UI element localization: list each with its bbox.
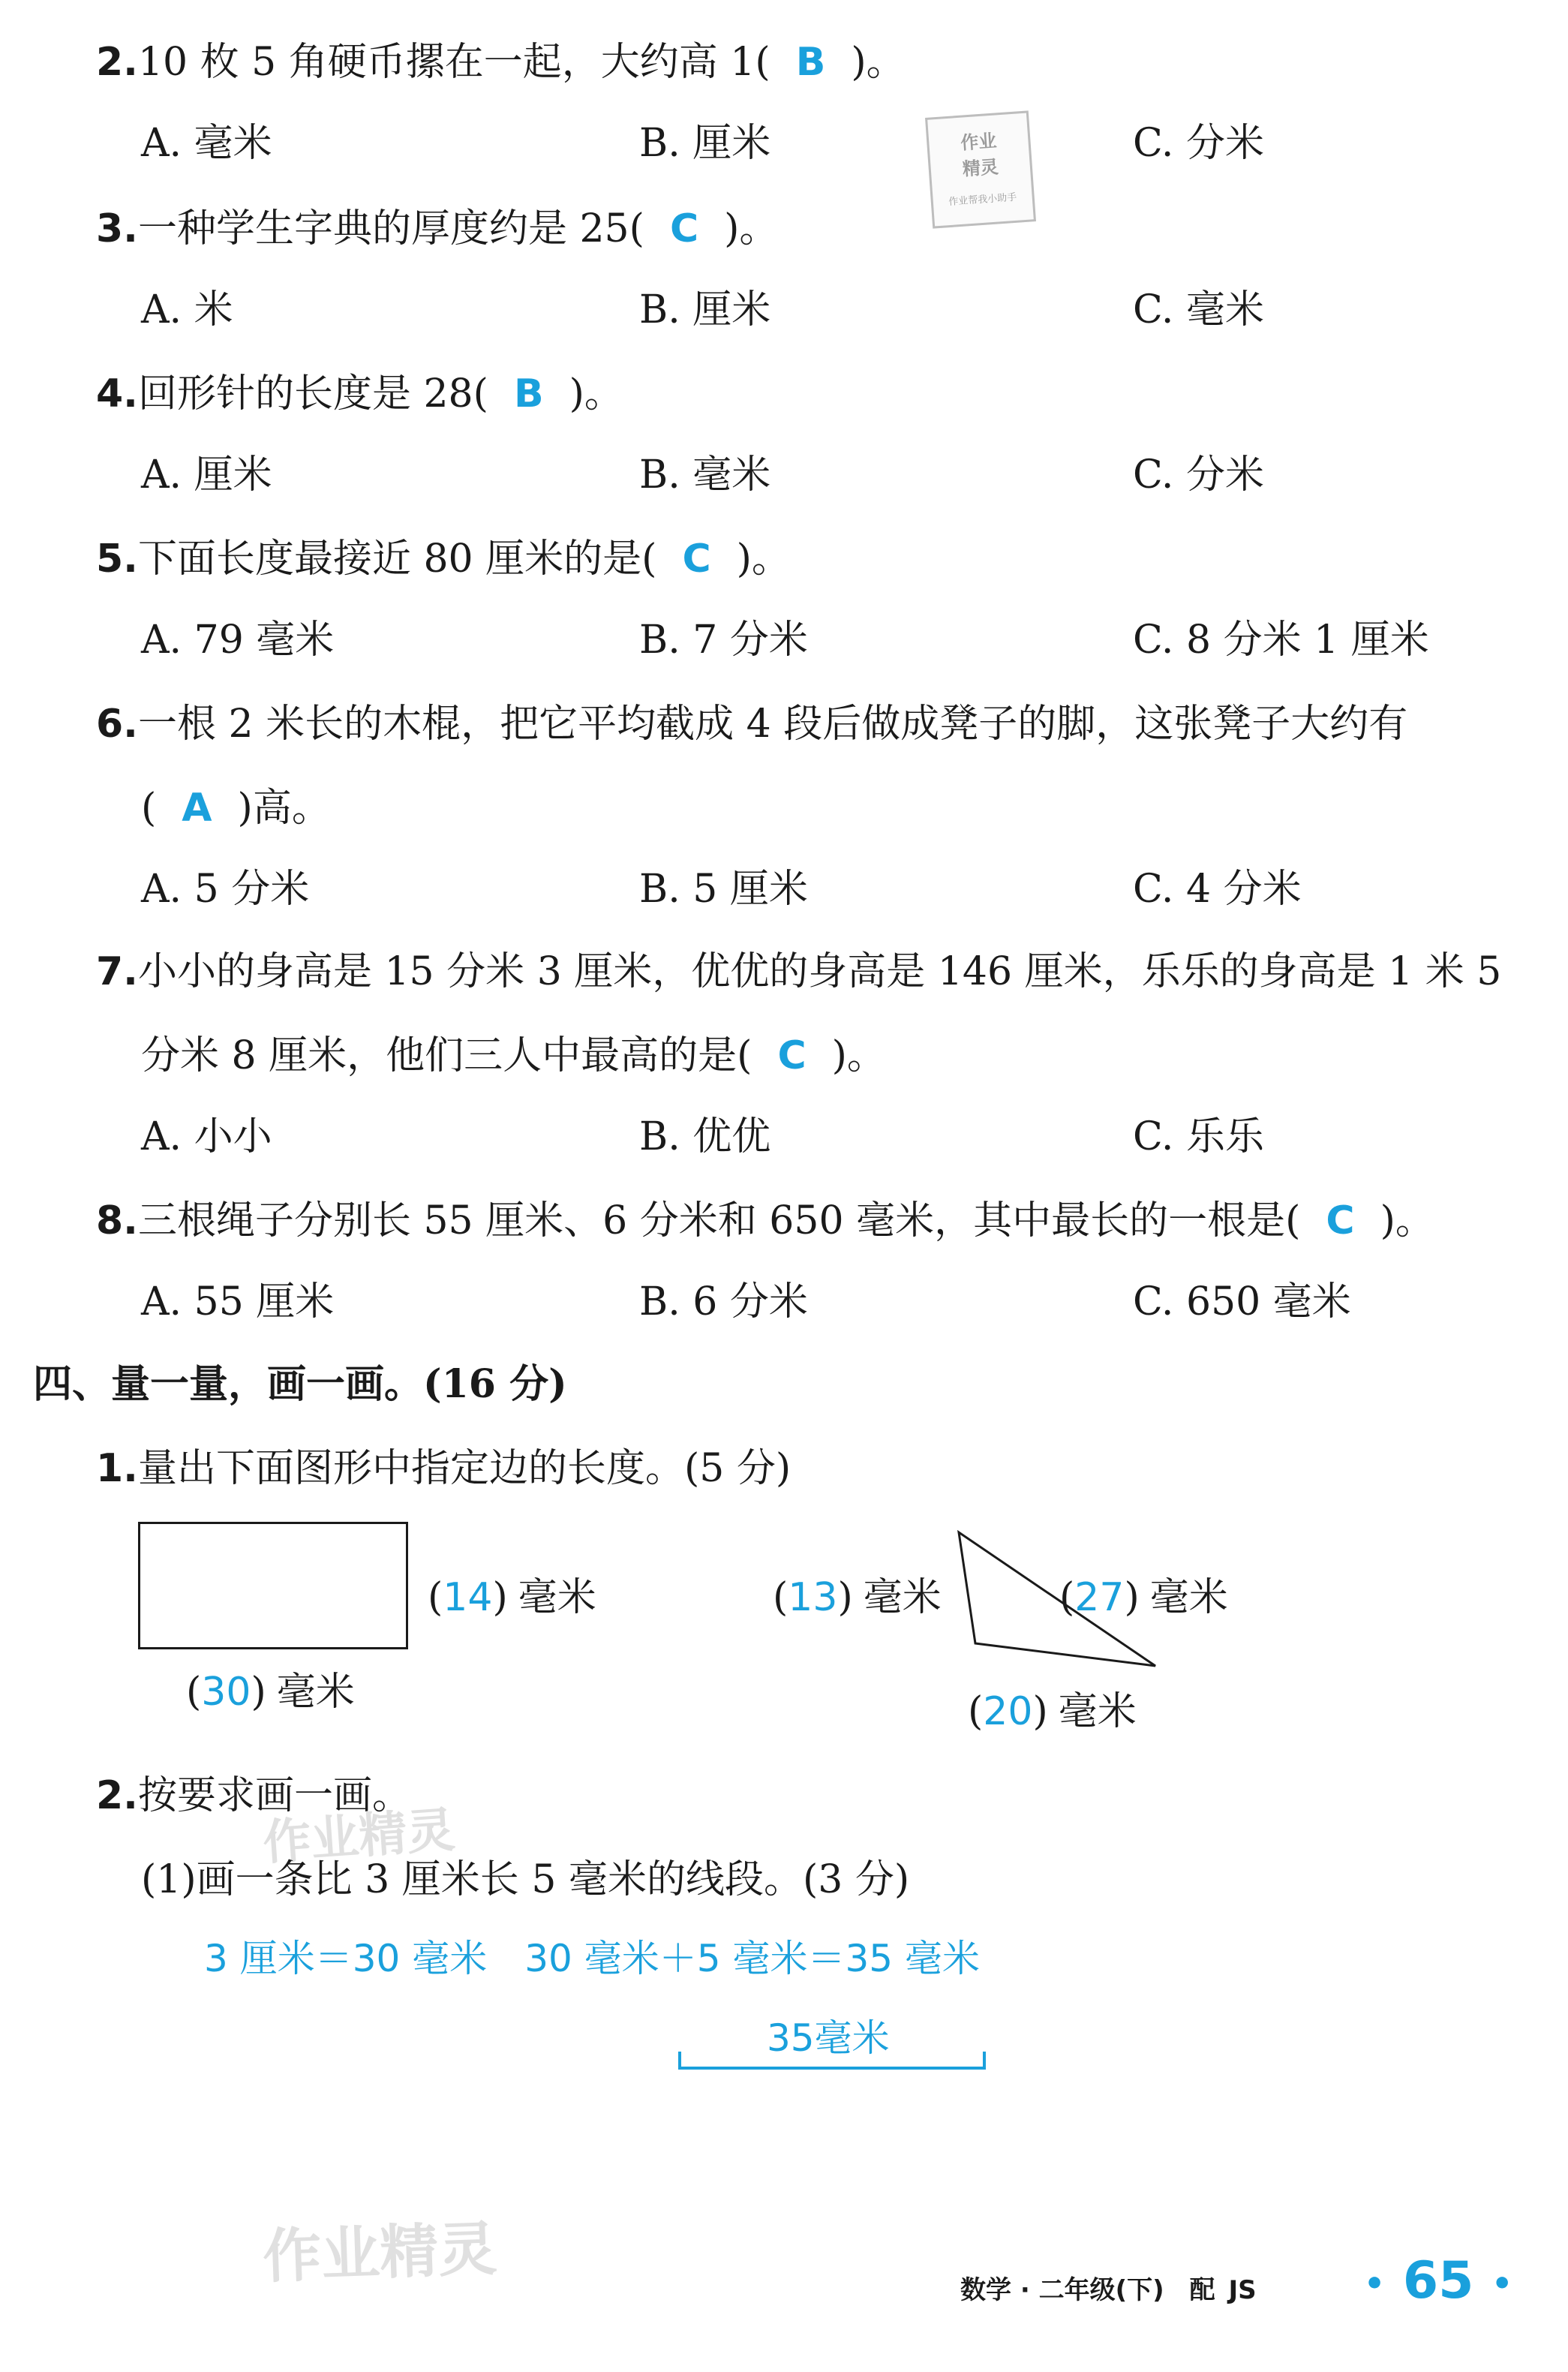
option-a: A. 厘米 <box>141 452 272 498</box>
rectangle-right-label: (14) 毫米 <box>428 1575 596 1620</box>
segment-label: 35毫米 <box>767 2016 890 2060</box>
question-suffix: )。 <box>569 371 623 416</box>
option-b: B. 6 分米 <box>639 1279 808 1324</box>
question-6 <box>96 692 1407 748</box>
question-text: 回形针的长度是 28( <box>137 371 488 416</box>
question-number: 7. <box>96 949 138 994</box>
question-number: 6. <box>96 702 138 747</box>
unit-label: 毫米 <box>1149 1575 1228 1620</box>
answer-letter: C <box>1326 1198 1355 1243</box>
answer-line-segment <box>675 2047 990 2074</box>
watermark-bottom: 作业精灵 <box>261 2215 498 2292</box>
question-suffix: )。 <box>736 537 791 582</box>
option-b: B. 毫米 <box>639 452 771 498</box>
option-a: A. 毫米 <box>141 121 272 166</box>
rectangle-bottom-answer: 30 <box>201 1670 251 1715</box>
question-text: 小小的身高是 15 分米 3 厘米，优优的身高是 146 厘米，乐乐的身高是 1 米 5 <box>137 949 1502 994</box>
answer-letter: C <box>777 1033 807 1078</box>
conversion-answer: 3 厘米＝30 毫米 30 毫米＋5 毫米＝35 毫米 <box>204 1937 980 1980</box>
question-text: 量出下面图形中指定边的长度。(5 分) <box>137 1446 792 1491</box>
answer-letter: C <box>669 206 699 251</box>
question-prefix: ( <box>141 786 157 831</box>
unit-label: 毫米 <box>518 1575 596 1620</box>
option-b: B. 厘米 <box>639 121 771 166</box>
option-c: C. 8 分米 1 厘米 <box>1133 618 1429 663</box>
question-8 <box>96 1189 1434 1245</box>
triangle-right-label: (27) 毫米 <box>1059 1575 1228 1620</box>
question-number: 1. <box>96 1446 138 1491</box>
question-7-line2 <box>141 1024 886 1080</box>
measure-rectangle <box>138 1522 408 1649</box>
bullet-left-icon: • <box>1364 2264 1386 2303</box>
option-b: B. 7 分米 <box>639 618 808 663</box>
triangle-bottom-answer: 20 <box>983 1689 1033 1734</box>
question-number: 3. <box>96 206 138 251</box>
footer-edition: JS <box>1228 2275 1257 2305</box>
watermark-mid: 作业精灵 <box>261 1802 457 1871</box>
triangle-left-answer: 13 <box>788 1575 838 1620</box>
footer-subject <box>960 2269 1257 2306</box>
option-a: A. 79 毫米 <box>141 618 335 663</box>
triangle-right-answer: 27 <box>1074 1575 1125 1620</box>
page-number <box>1364 2251 1512 2310</box>
option-c: C. 毫米 <box>1133 287 1264 332</box>
stamp-line3: 作业帮我小助手 <box>948 191 1017 209</box>
option-b: B. 优优 <box>639 1114 771 1159</box>
question-text: 下面长度最接近 80 厘米的是( <box>137 537 657 582</box>
option-c: C. 分米 <box>1133 452 1264 498</box>
triangle-left-label: (13) 毫米 <box>773 1575 942 1620</box>
question-suffix: )。 <box>831 1033 886 1078</box>
question-text: 10 枚 5 角硬币摞在一起，大约高 1( <box>137 40 770 85</box>
question-suffix: )高。 <box>237 786 331 831</box>
answer-letter: B <box>513 371 544 416</box>
answer-letter: C <box>682 537 711 582</box>
unit-label: 毫米 <box>276 1670 355 1715</box>
unit-label: 毫米 <box>1058 1689 1137 1734</box>
question-number: 5. <box>96 537 138 582</box>
option-c: C. 4 分米 <box>1133 867 1302 912</box>
question-text: 按要求画一画。 <box>137 1773 411 1818</box>
rectangle-bottom-label: (30) 毫米 <box>186 1670 355 1715</box>
bullet-right-icon: • <box>1491 2264 1513 2303</box>
section4-question-1 <box>96 1436 791 1493</box>
option-b: B. 5 厘米 <box>639 867 808 912</box>
option-c: C. 乐乐 <box>1133 1114 1264 1159</box>
question-text: 一根 2 米长的木棍，把它平均截成 4 段后做成凳子的脚，这张凳子大约有 <box>137 702 1408 747</box>
question-4 <box>96 362 623 418</box>
question-prefix: 分米 8 厘米，他们三人中最高的是( <box>141 1033 752 1078</box>
triangle-bottom-label: (20) 毫米 <box>968 1689 1137 1734</box>
question-number: 4. <box>96 371 138 416</box>
question-text: 三根绳子分别长 55 厘米、6 分米和 650 毫米，其中最长的一根是( <box>137 1198 1301 1243</box>
answer-letter: A <box>182 786 212 831</box>
question-5 <box>96 527 791 583</box>
rectangle-right-answer: 14 <box>443 1575 493 1620</box>
option-a: A. 米 <box>141 287 233 332</box>
question-7 <box>96 939 1501 996</box>
stamp-line1: 作业 <box>960 130 998 154</box>
question-2 <box>96 30 906 86</box>
question-number: 2. <box>96 40 138 85</box>
option-c: C. 分米 <box>1133 121 1264 166</box>
question-number: 8. <box>96 1198 138 1243</box>
option-b: B. 厘米 <box>639 287 771 332</box>
section-title: 四、量一量，画一画。(16 分) <box>33 1361 567 1407</box>
stamp-line2: 精灵 <box>961 156 999 180</box>
question-suffix: )。 <box>1380 1198 1434 1243</box>
option-a: A. 小小 <box>141 1114 272 1159</box>
unit-label: 毫米 <box>863 1575 942 1620</box>
footer-subject-text: 数学 · 二年级(下) 配 <box>960 2275 1215 2305</box>
section4-question-2-1: (1)画一条比 3 厘米长 5 毫米的线段。(3 分) <box>141 1857 910 1902</box>
question-text: 一种学生字典的厚度约是 25( <box>137 206 644 251</box>
question-3 <box>96 197 778 253</box>
question-number: 2. <box>96 1773 138 1818</box>
answer-letter: B <box>795 40 826 85</box>
page-number-text: 65 <box>1402 2251 1474 2310</box>
stamp-logo <box>925 110 1036 228</box>
option-c: C. 650 毫米 <box>1133 1279 1351 1324</box>
question-suffix: )。 <box>851 40 906 85</box>
option-a: A. 55 厘米 <box>141 1279 335 1324</box>
question-6-line2 <box>141 776 331 832</box>
question-suffix: )。 <box>724 206 779 251</box>
option-a: A. 5 分米 <box>141 867 310 912</box>
